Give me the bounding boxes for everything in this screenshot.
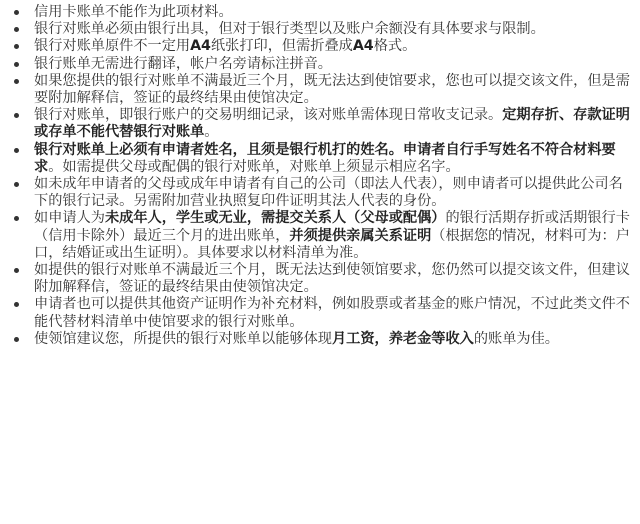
item-text: （根据您的情况，材料可为：户口，结婚证或出生证明）。具体要求以材料清单为准。 bbox=[34, 227, 630, 261]
emphasized-text: 未成年人，学生或无业，需提交关系人（父母或配偶） bbox=[104, 210, 446, 227]
item-text: 银行对账单，即银行账户的交易明细记录，该对账单需体现日常收支记录。 bbox=[34, 107, 503, 124]
list-item bbox=[8, 4, 632, 21]
emphasized-text: A4 bbox=[352, 38, 374, 55]
list-item bbox=[8, 107, 632, 141]
list-item bbox=[8, 73, 632, 107]
emphasized-text: 银行对账单上必须有申请者姓名，且须是银行机打的姓名。申请者自行手写姓名不符合材料要求 bbox=[34, 141, 616, 175]
item-text: 申请者也可以提供其他资产证明作为补充材料，例如股票或者基金的账户情况，不过此类文件不能代替材料清单中使馆要求的银行对账单。 bbox=[34, 296, 630, 330]
item-text: 格式。 bbox=[373, 38, 417, 55]
item-text: 纸张打印，但需折叠成 bbox=[210, 38, 353, 55]
emphasized-text: 月工资，养老金等收入 bbox=[331, 330, 474, 347]
list-item bbox=[8, 56, 632, 73]
requirements-list bbox=[8, 4, 632, 348]
item-text: 银行对账单原件不一定用 bbox=[34, 38, 191, 55]
emphasized-text: 并须提供亲属关系证明 bbox=[289, 227, 432, 244]
item-text: 。如需提供父母或配偶的银行对账单，对账单上须显示相应名字。 bbox=[48, 158, 460, 175]
item-text: 银行对账单必须由银行出具，但对于银行类型以及账户余额没有具体要求与限制。 bbox=[34, 21, 545, 38]
item-text: 信用卡账单不能作为此项材料。 bbox=[34, 4, 233, 20]
item-text: 如未成年申请者的父母或成年申请者有自己的公司（即法人代表），则申请者可以提供此公司名下的银行记录。另需附加营业执照复印件证明其法人代表的身份。 bbox=[34, 176, 623, 210]
list-item bbox=[8, 331, 632, 348]
item-text: 。 bbox=[204, 124, 219, 141]
list-item bbox=[8, 142, 632, 176]
item-text: 如果您提供的银行对账单不满最近三个月，既无法达到使馆要求，您也可以提交该文件，但是需要附加解释信，签证的最终结果由使馆决定。 bbox=[34, 72, 630, 107]
item-text: 使领馆建议您，所提供的银行对账单以能够体现 bbox=[34, 330, 332, 347]
list-item bbox=[8, 38, 632, 55]
list-item bbox=[8, 176, 632, 210]
item-text: 如申请人为 bbox=[34, 210, 105, 227]
item-text: 的银行活期存折或活期银行卡（信用卡除外）最近三个月的进出账单， bbox=[34, 210, 630, 244]
list-item bbox=[8, 21, 632, 38]
list-item bbox=[8, 262, 632, 296]
emphasized-text: A4 bbox=[190, 38, 211, 55]
item-text: 银行账单无需进行翻译，帐户名旁请标注拼音。 bbox=[34, 55, 332, 72]
emphasized-text: 定期存折、存款证明或存单不能代替银行对账单 bbox=[34, 107, 630, 141]
list-item bbox=[8, 210, 632, 262]
list-item bbox=[8, 296, 632, 330]
item-text: 如提供的银行对账单不满最近三个月，既无法达到使领馆要求，您仍然可以提交该文件，但建议附加解释信，签证的最终结果由使领馆决定。 bbox=[34, 262, 630, 296]
item-text: 的账单为佳。 bbox=[473, 330, 559, 347]
